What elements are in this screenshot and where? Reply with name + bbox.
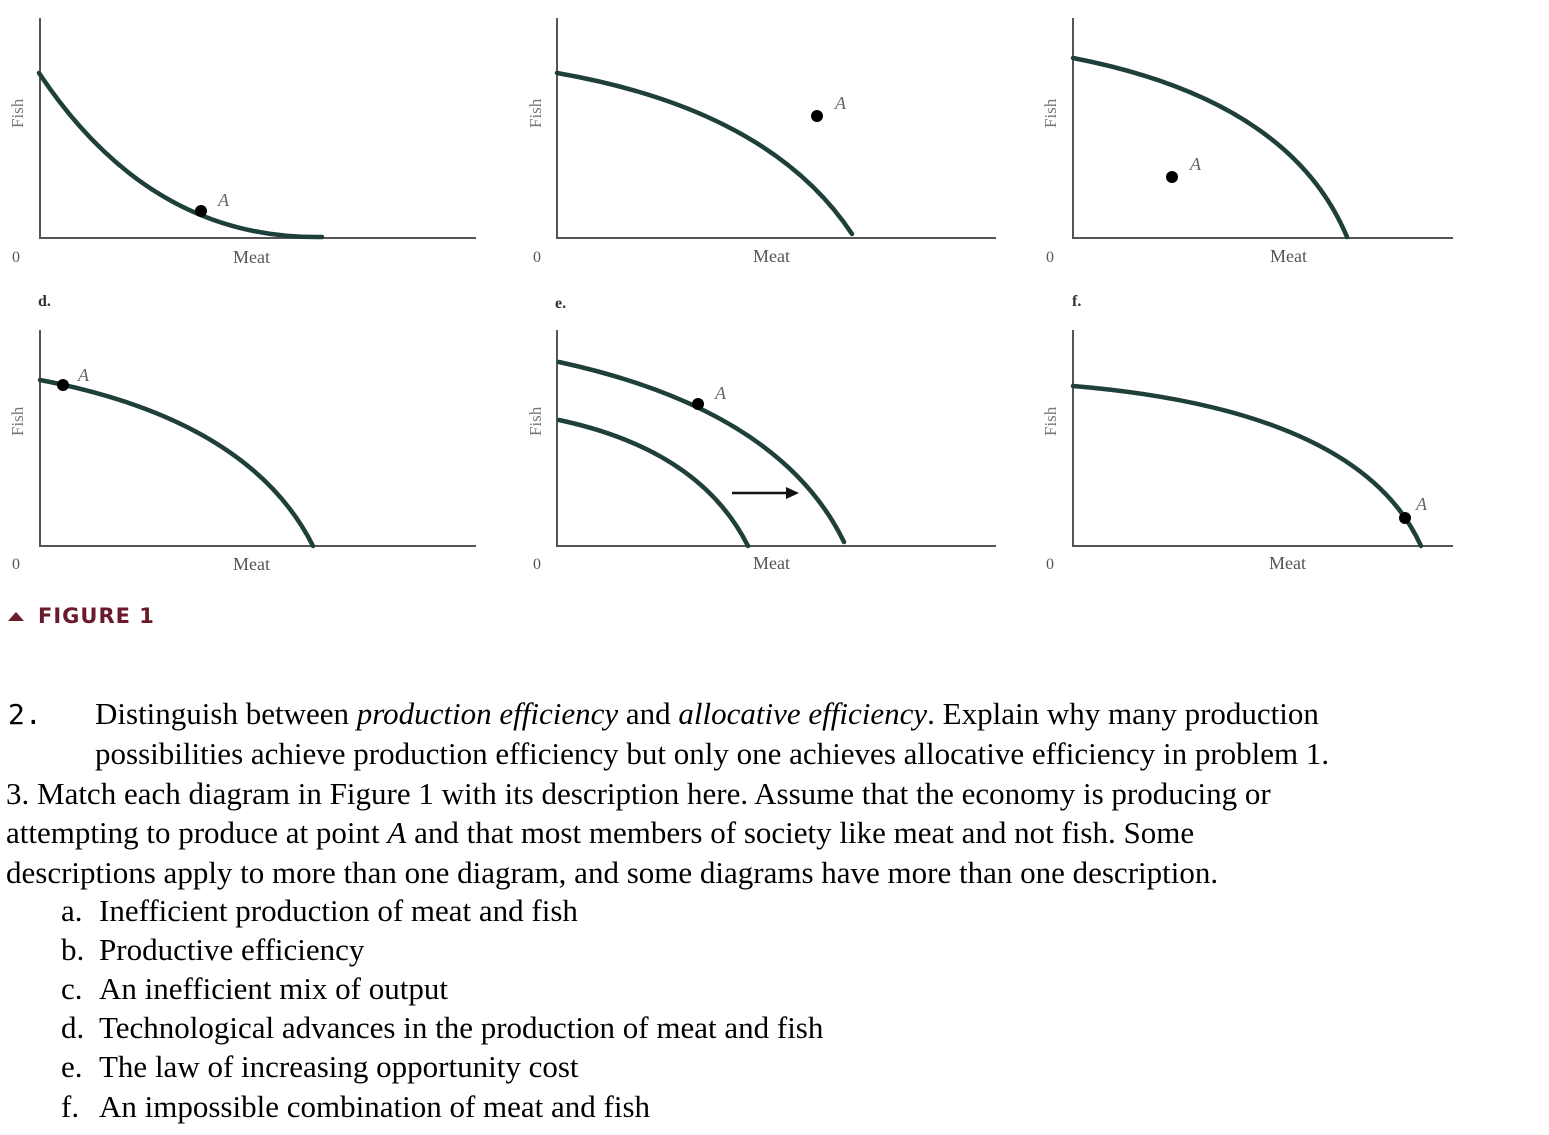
label-a-panel-e: A [715, 383, 726, 403]
x-label-a: Meat [233, 247, 270, 267]
y-label-d: Fish [8, 406, 27, 436]
caption-text: FIGURE 1 [38, 604, 155, 628]
panel-letter-f: f. [1072, 293, 1082, 310]
label-a-panel-b: A [835, 93, 846, 113]
label-a-panel-c: A [1190, 154, 1201, 174]
question-2-line-1: Distinguish between production efficiency and allocative efficiency. Explain why many production [95, 696, 1319, 731]
y-label-b: Fish [526, 98, 545, 128]
x-label-f: Meat [1269, 553, 1306, 573]
axes-panel-d [40, 330, 476, 546]
question-3-line-3: descriptions apply to more than one diagram, and some diagrams have more than one description. [6, 855, 1219, 890]
y-label-c: Fish [1041, 98, 1060, 128]
list-item: b. Productive efficiency [61, 932, 365, 967]
y-label-e: Fish [526, 406, 545, 436]
ppf-curve-c [1073, 58, 1347, 237]
label-a-panel-f: A [1416, 494, 1427, 514]
figure-caption [8, 604, 155, 628]
axes-panel-c [1073, 18, 1453, 238]
origin-c: 0 [1046, 249, 1054, 266]
ppf-curve-f [1073, 386, 1421, 546]
origin-f: 0 [1046, 556, 1054, 573]
shift-arrow [732, 487, 799, 499]
point-a-panel-d [57, 379, 69, 391]
point-a-panel-e [692, 398, 704, 410]
point-a-panel-a [195, 205, 207, 217]
x-label-b: Meat [753, 246, 790, 266]
x-label-d: Meat [233, 554, 270, 574]
list-item: f. An impossible combination of meat and fish [61, 1089, 651, 1124]
axes-panel-a [40, 18, 476, 238]
y-label-f: Fish [1041, 406, 1060, 436]
origin-e: 0 [533, 556, 541, 573]
list-item: d. Technological advances in the production of meat and fish [61, 1010, 824, 1045]
point-a-panel-f [1399, 512, 1411, 524]
panel-letter-e: e. [555, 295, 567, 312]
axes-panel-b [557, 18, 996, 238]
list-item: c. An inefficient mix of output [61, 971, 448, 1006]
question-3-line-2: attempting to produce at point A and that most members of society like meat and not fish. Some [6, 815, 1195, 850]
panel-letter-d: d. [38, 293, 51, 310]
x-label-e: Meat [753, 553, 790, 573]
ppf-curve-e-outer [559, 362, 844, 542]
list-item: a. Inefficient production of meat and fish [61, 893, 578, 928]
ppf-curve-e-inner [559, 420, 748, 546]
ppf-curve-d [40, 380, 313, 546]
ppf-curve-b [557, 73, 852, 234]
axes-panel-f [1073, 330, 1453, 546]
point-a-panel-c [1166, 171, 1178, 183]
question-3-line-1: 3. Match each diagram in Figure 1 with its description here. Assume that the economy is producing or [6, 776, 1271, 811]
question-2-line-2: possibilities achieve production efficiency but only one achieves allocative efficiency in problem 1. [95, 736, 1330, 771]
point-a-panel-b [811, 110, 823, 122]
origin-a: 0 [12, 249, 20, 266]
x-label-c: Meat [1270, 246, 1307, 266]
ppf-curve-a [39, 73, 322, 237]
list-item: e. The law of increasing opportunity cost [61, 1049, 579, 1084]
caption-triangle-icon [8, 612, 24, 621]
y-label-a: Fish [8, 98, 27, 128]
origin-d: 0 [12, 556, 20, 573]
label-a-panel-a: A [218, 190, 229, 210]
origin-b: 0 [533, 249, 541, 266]
question-2-number: 2. [8, 698, 42, 731]
label-a-panel-d: A [78, 365, 89, 385]
